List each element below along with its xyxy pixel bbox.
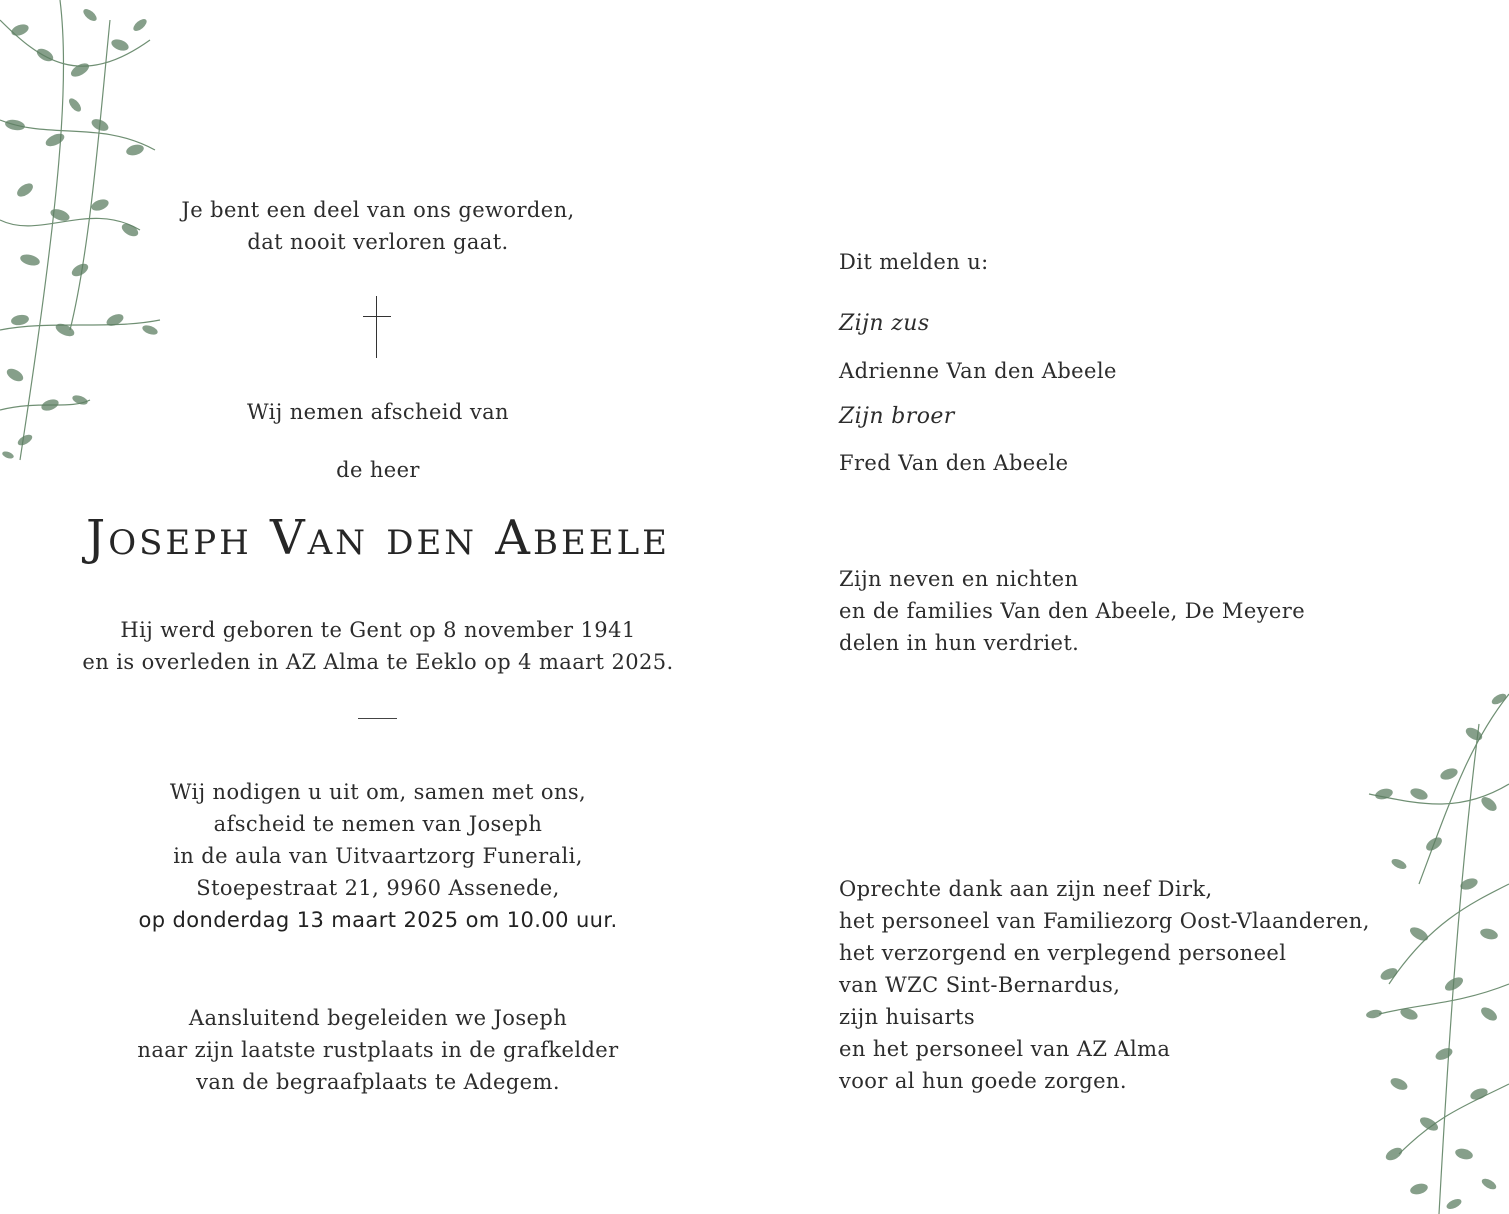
quote-line: dat nooit verloren gaat. <box>247 230 509 254</box>
burial-line: van de begraafplaats te Adegem. <box>196 1070 560 1094</box>
brother-name: Fred Van den Abeele <box>839 451 1069 475</box>
relatives-text <box>839 563 1305 659</box>
burial-info <box>0 1002 756 1098</box>
thanks-line: voor al hun goede zorgen. <box>839 1069 1127 1093</box>
thanks-line: het personeel van Familiezorg Oost-Vlaanderen, <box>839 909 1370 933</box>
sister-label: Zijn zus <box>839 311 930 336</box>
thanks-line: het verzorgend en verplegend personeel <box>839 941 1287 965</box>
thanks-line: van WZC Sint-Bernardus, <box>839 973 1121 997</box>
invitation-line: in de aula van Uitvaartzorg Funerali, <box>173 844 583 868</box>
honorific-text <box>0 454 756 486</box>
thanks-line: Oprechte dank aan zijn neef Dirk, <box>839 877 1213 901</box>
opening-quote <box>0 194 756 258</box>
relatives-line: en de families Van den Abeele, De Meyere <box>839 599 1306 623</box>
cross-icon <box>376 296 377 358</box>
burial-line: Aansluitend begeleiden we Joseph <box>188 1006 568 1030</box>
announcement-heading: Dit melden u: <box>839 250 989 274</box>
funeral-invitation <box>0 776 756 936</box>
farewell-text <box>0 396 756 428</box>
thanks-line: en het personeel van AZ Alma <box>839 1037 1171 1061</box>
birth-line: Hij werd geboren te Gent op 8 november 1941 <box>120 618 636 642</box>
invitation-line: afscheid te nemen van Joseph <box>213 812 543 836</box>
farewell-line: Wij nemen afscheid van <box>247 400 509 424</box>
invitation-line: Wij nodigen u uit om, samen met ons, <box>169 780 587 804</box>
thanks-line: zijn huisarts <box>839 1005 976 1029</box>
relatives-line: delen in hun verdriet. <box>839 631 1080 655</box>
birth-death-info <box>0 614 756 678</box>
relatives-line: Zijn neven en nichten <box>839 567 1079 591</box>
death-line: en is overleden in AZ Alma te Eeklo op 4 maart 2025. <box>82 650 674 674</box>
invitation-line: Stoepestraat 21, 9960 Assenede, <box>196 876 560 900</box>
deceased-name: Joseph Van den Abeele <box>85 510 670 566</box>
invitation-date-line: op donderdag 13 maart 2025 om 10.00 uur. <box>138 908 618 932</box>
foliage-bottom-right-illustration <box>1359 684 1509 1214</box>
sister-name: Adrienne Van den Abeele <box>839 359 1117 383</box>
honorific-line: de heer <box>336 458 420 482</box>
quote-line: Je bent een deel van ons geworden, <box>181 198 575 222</box>
brother-label: Zijn broer <box>839 404 955 429</box>
separator-dash <box>358 718 397 719</box>
burial-line: naar zijn laatste rustplaats in de grafkelder <box>137 1038 619 1062</box>
thanks-text <box>839 873 1370 1097</box>
